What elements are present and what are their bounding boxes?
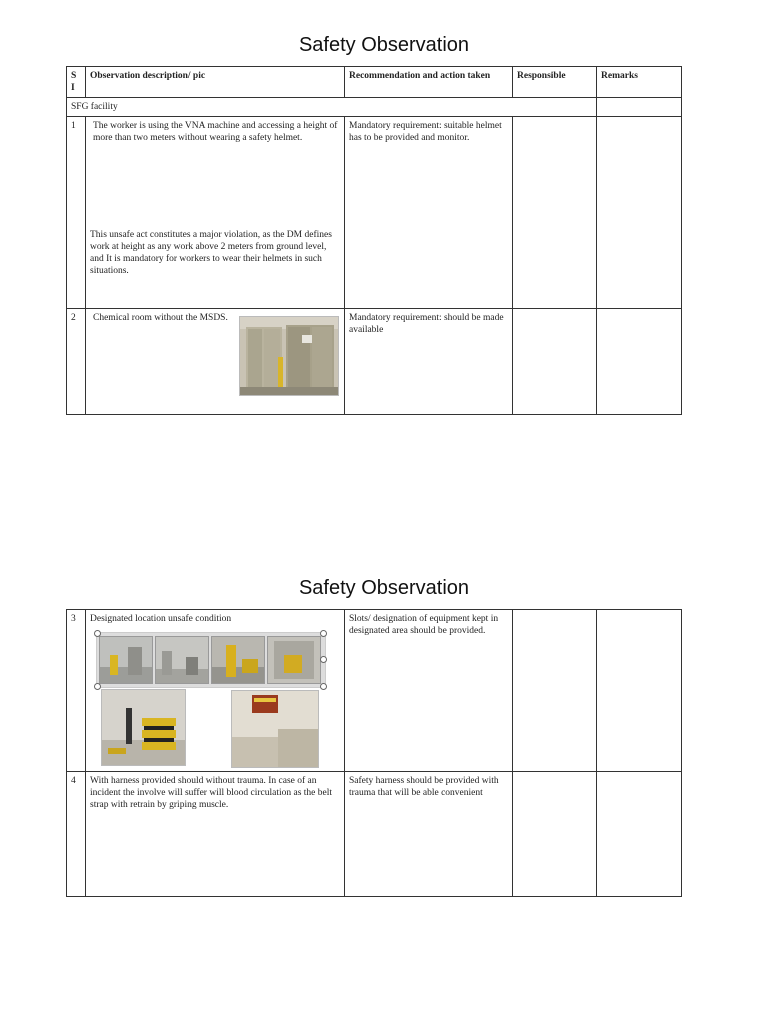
row-recommendation: Safety harness should be provided with trauma that will be able convenient	[345, 772, 513, 897]
equipment-photo-gallery	[96, 632, 326, 688]
resize-handle[interactable]	[320, 656, 327, 663]
table-header-row	[67, 67, 682, 98]
description-text: Chemical room without the MSDS.	[93, 313, 228, 323]
row-recommendation: Mandatory requirement: should be made available	[345, 309, 513, 415]
resize-handle[interactable]	[320, 630, 327, 637]
header-si: S I	[67, 67, 86, 98]
header-recommendation: Recommendation and action taken	[345, 67, 513, 98]
gallery-photo	[211, 636, 265, 684]
row-remarks	[597, 117, 682, 309]
row-description	[86, 117, 345, 309]
row-responsible	[513, 117, 597, 309]
danger-sign-photo	[231, 690, 319, 768]
header-description: Observation description/ pic	[86, 67, 345, 98]
row-remarks	[597, 772, 682, 897]
table-row	[67, 309, 682, 415]
row-remarks	[597, 309, 682, 415]
description-extra-text: This unsafe act constitutes a major violation, as the DM defines work at height as any work above 2 meters from ground level, and It is mandatory for workers to wear their helmets in such situations.	[90, 230, 332, 276]
resize-handle[interactable]	[94, 683, 101, 690]
gallery-photo	[155, 636, 209, 684]
row-responsible	[513, 772, 597, 897]
row-responsible	[513, 309, 597, 415]
row-number: 4	[67, 772, 86, 897]
row-number: 1	[67, 117, 86, 309]
page-title: Safety Observation	[298, 34, 470, 56]
row-remarks	[597, 610, 682, 772]
gallery-photo	[267, 636, 321, 684]
gallery-photo	[99, 636, 153, 684]
row-description: With harness provided should without trauma. In case of an incident the involve will suffer will blood circulation as the belt strap with retrain by griping muscle.	[86, 772, 345, 897]
header-remarks: Remarks	[597, 67, 682, 98]
resize-handle[interactable]	[320, 683, 327, 690]
section-row	[67, 98, 682, 117]
row-number: 2	[67, 309, 86, 415]
page-title: Safety Observation	[298, 577, 470, 599]
forklift-photo	[101, 689, 186, 766]
table-row	[67, 772, 682, 897]
table-row	[67, 117, 682, 309]
description-text: The worker is using the VNA machine and accessing a height of more than two meters without wearing a safety helmet.	[93, 121, 338, 143]
row-number: 3	[67, 610, 86, 772]
row-recommendation: Slots/ designation of equipment kept in designated area should be provided.	[345, 610, 513, 772]
header-responsible: Responsible	[513, 67, 597, 98]
row-responsible	[513, 610, 597, 772]
observation-table-1	[66, 66, 682, 415]
chemical-room-photo	[239, 316, 339, 396]
section-empty-cell	[597, 98, 682, 117]
row-recommendation: Mandatory requirement: suitable helmet has to be provided and monitor.	[345, 117, 513, 309]
row-description: Designated location unsafe condition	[86, 610, 345, 772]
section-label: SFG facility	[67, 98, 597, 117]
resize-handle[interactable]	[94, 630, 101, 637]
